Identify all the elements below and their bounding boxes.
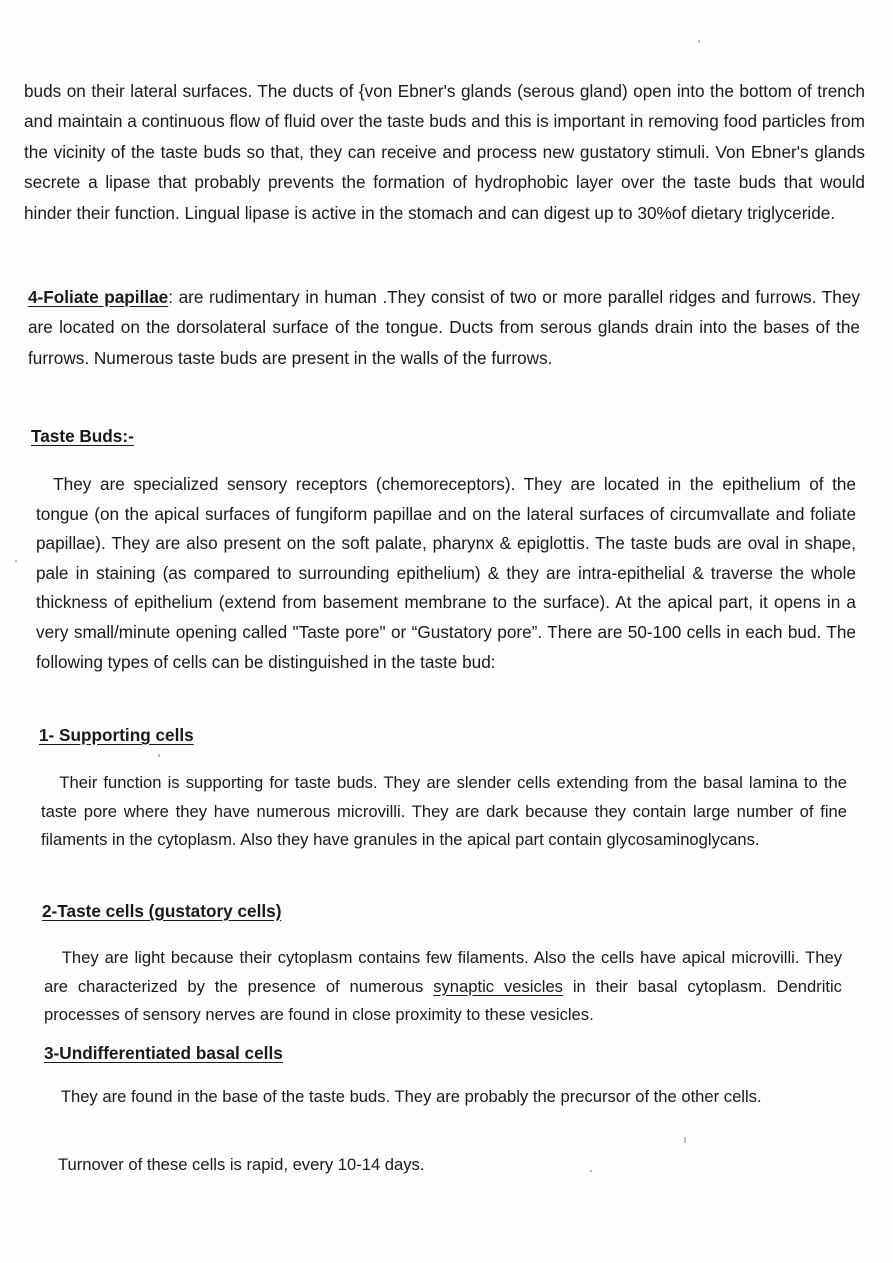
scan-speck bbox=[698, 40, 700, 43]
paragraph-basal-cells bbox=[47, 1085, 837, 1110]
taste-buds-text: They are specialized sensory receptors (chemoreceptors). They are located in the epithelium of the tongue (on the apical surfaces of fungiform papillae and on the lateral surfaces of circumvallate and foliate papillae). They are also present on the soft palate, pharynx & epiglottis. The taste buds are oval in shape, pale in staining (as compared to surrounding epithelium) & they are intra-epithelial & traverse the whole thickness of epithelium (extend from basement membrane to the surface). At the apical part, it opens in a very small/minute opening called "Taste pore" or “Gustatory pore”. There are 50-100 cells in each bud. The following types of cells can be distinguished in the taste bud: bbox=[36, 474, 856, 672]
paragraph-supporting-cells bbox=[41, 769, 847, 855]
scan-speck bbox=[158, 754, 160, 757]
supporting-cells-heading: 1- Supporting cells bbox=[39, 725, 194, 745]
paragraph-von-ebner-glands: buds on their lateral surfaces. The ducts of {von Ebner's glands (serous gland) open into the bottom of trench and maintain a continuous flow of fluid over the taste buds and this is important in removing food particles from the vicinity of the taste buds so that, they can receive and process new gustatory stimuli. Von Ebner's glands secrete a lipase that probably prevents the formation of hydrophobic layer over the taste buds that would hinder their function. Lingual lipase is active in the stomach and can digest up to 30%of dietary triglyceride. bbox=[24, 81, 865, 223]
foliate-papillae-text: : are rudimentary in human .They consist of two or more parallel ridges and furrows. They are located on the dorsolateral surface of the tongue. Ducts from serous glands drain into the bases of the furrows. Numerous taste buds are present in the walls of the furrows. bbox=[28, 287, 860, 368]
taste-cells-heading: 2-Taste cells (gustatory cells) bbox=[42, 901, 282, 921]
scan-speck bbox=[684, 1137, 686, 1143]
supporting-cells-text: Their function is supporting for taste buds. They are slender cells extending from the basal lamina to the taste pore where they have numerous microvilli. They are dark because they contain large number of fine filaments in the cytoplasm. Also they have granules in the apical part contain glycosaminoglycans. bbox=[41, 773, 847, 850]
taste-cells-text-after: in their basal cytoplasm. Dendritic processes of sensory nerves are found in close proximity to these vesicles. bbox=[44, 976, 842, 1025]
paragraph-taste-buds bbox=[36, 470, 856, 677]
scan-speck bbox=[15, 560, 17, 562]
basal-cells-text: They are found in the base of the taste buds. They are probably the precursor of the other cells. bbox=[60, 1087, 762, 1106]
paragraph-foliate-papillae bbox=[28, 282, 860, 373]
paragraph-turnover: Turnover of these cells is rapid, every 10-14 days. bbox=[58, 1155, 425, 1174]
foliate-papillae-heading: 4-Foliate papillae bbox=[28, 287, 169, 307]
paragraph-taste-cells bbox=[44, 944, 842, 1030]
taste-cells-text-before: They are light because their cytoplasm contains few filaments. Also the cells have apical microvilli. They are characterized by the presence of numerous bbox=[44, 948, 842, 996]
basal-cells-heading: 3-Undifferentiated basal cells bbox=[44, 1043, 283, 1063]
taste-buds-heading: Taste Buds:- bbox=[31, 426, 134, 446]
synaptic-vesicles-term: synaptic vesicles bbox=[433, 976, 563, 996]
